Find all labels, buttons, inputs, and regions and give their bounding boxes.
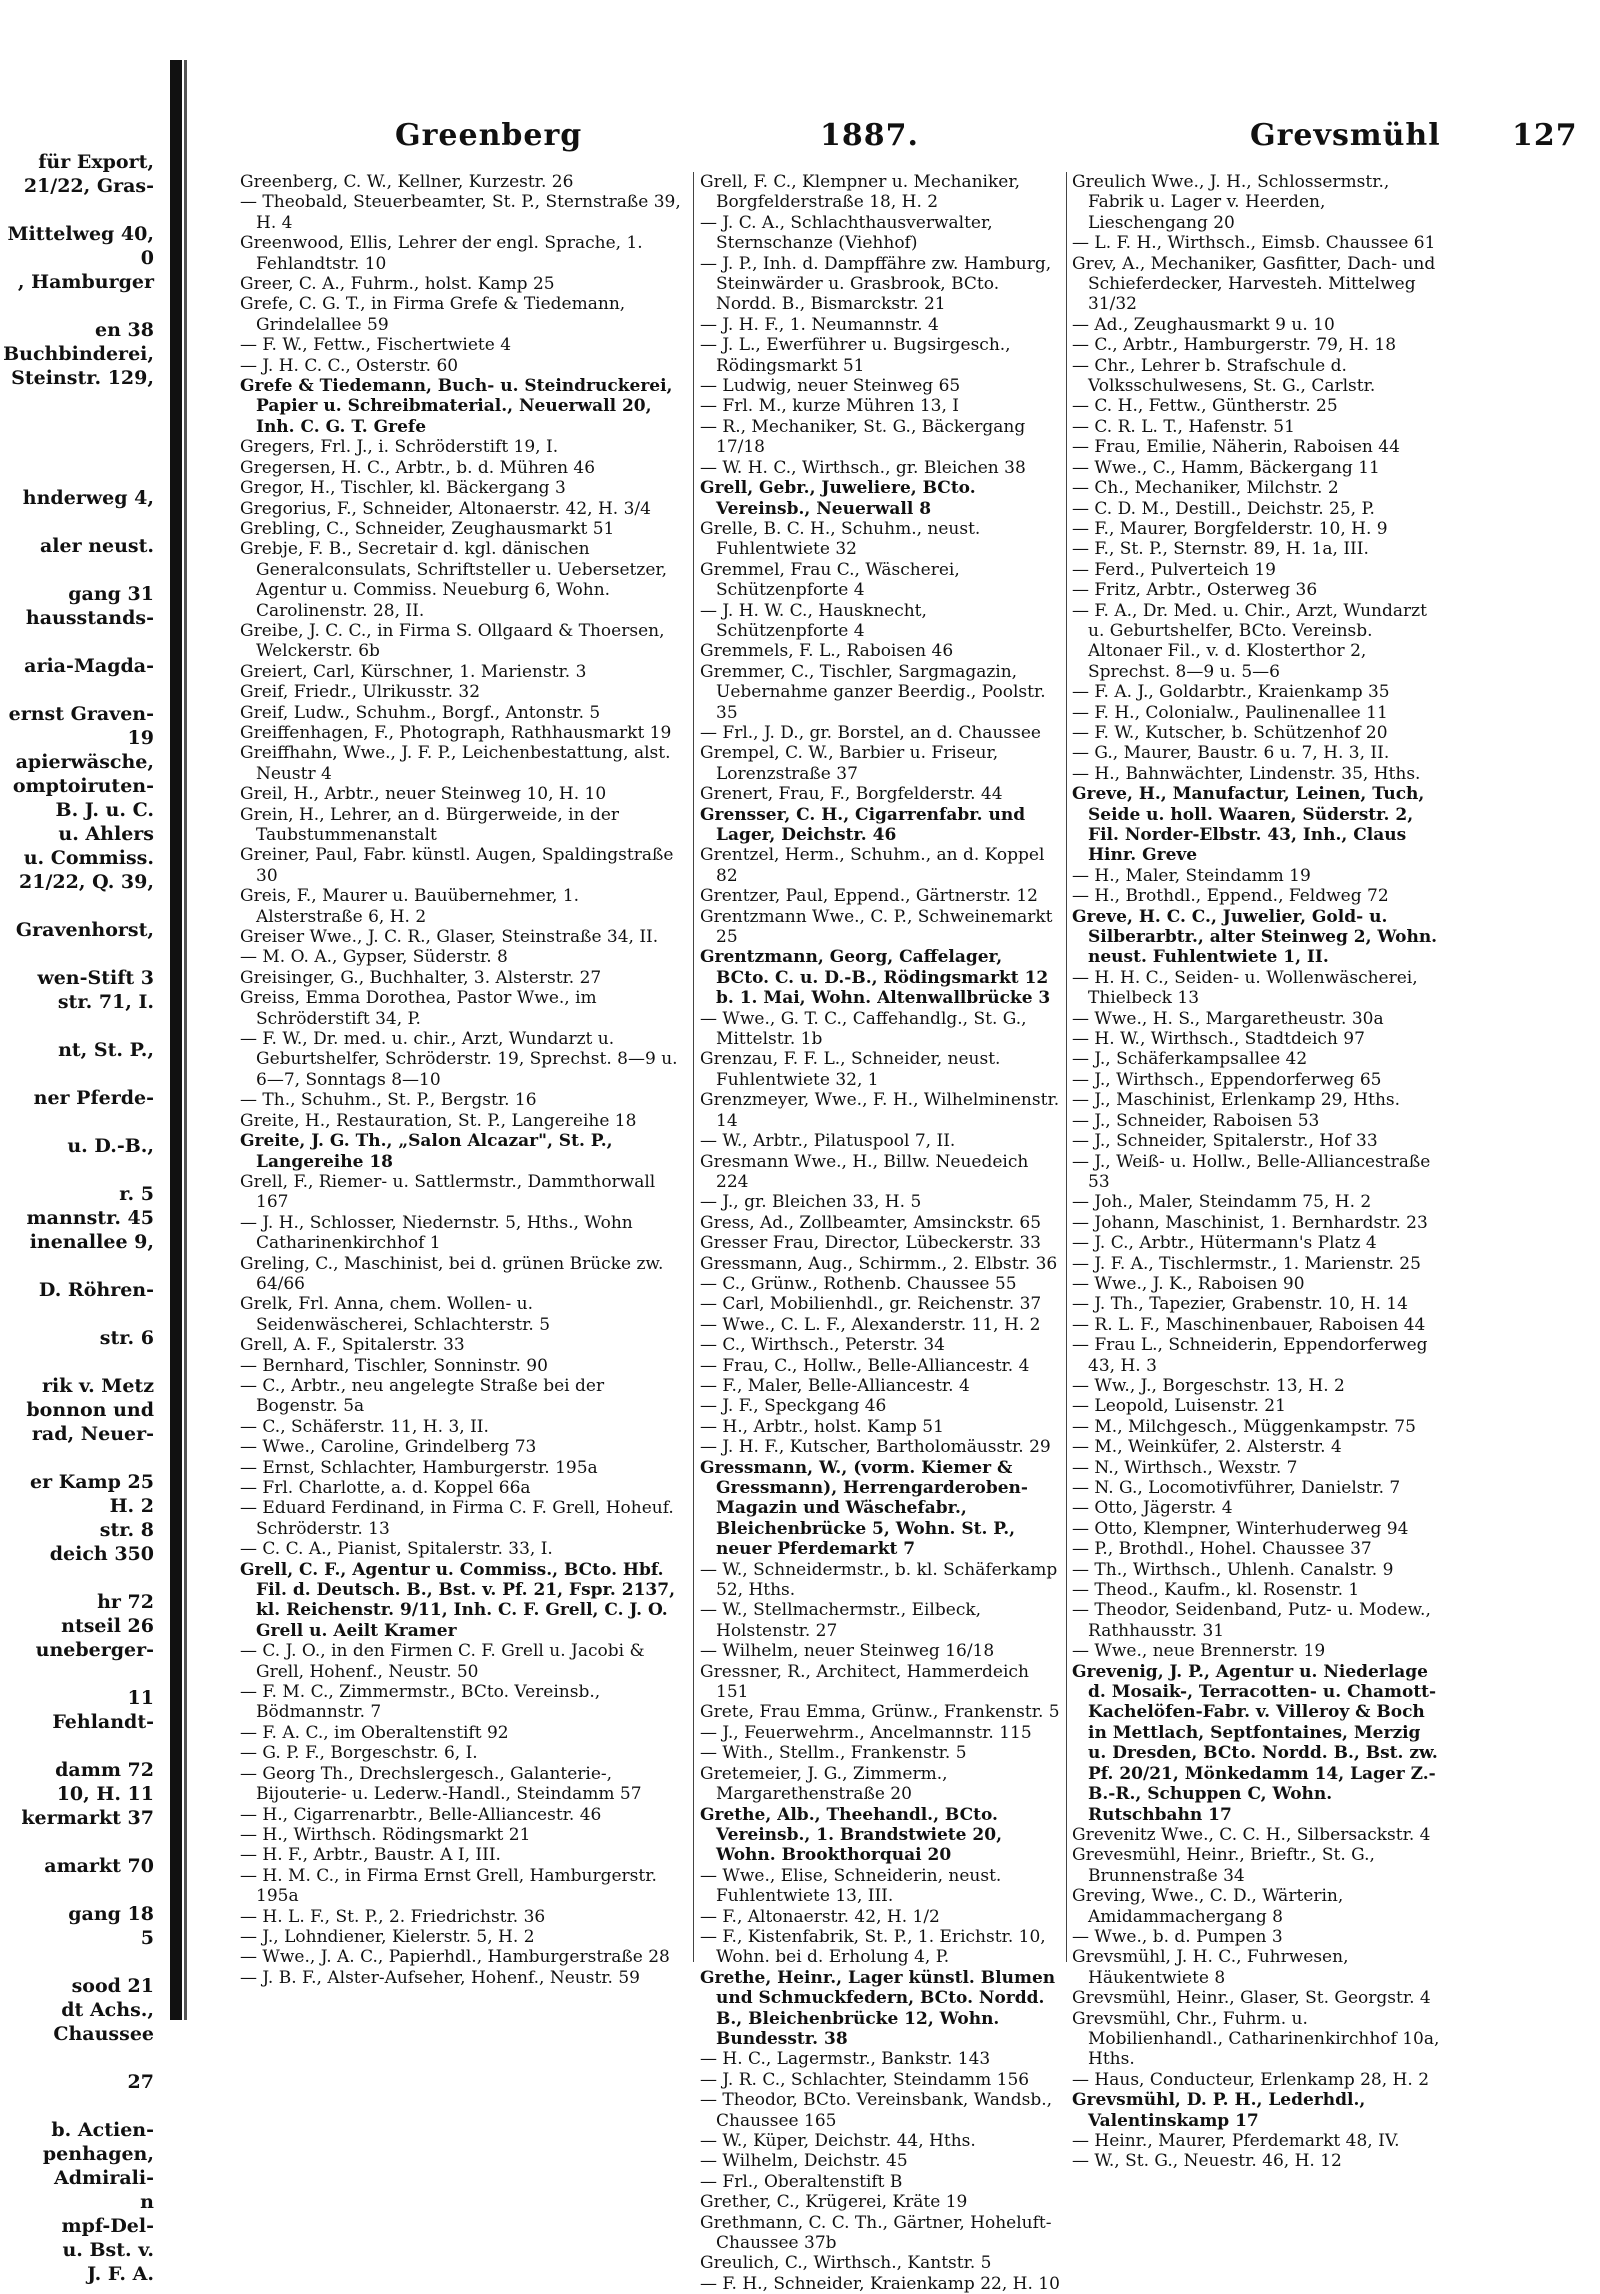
directory-entry: — Ludwig, neuer Steinweg 65 bbox=[700, 376, 961, 397]
directory-entry: — L. F. H., Wirthsch., Eimsb. Chaussee 61 bbox=[1072, 233, 1436, 254]
directory-entry: — C., Arbtr., Hamburgerstr. 79, H. 18 bbox=[1072, 335, 1397, 356]
book-gutter-shadow bbox=[184, 60, 187, 2020]
previous-page-line: str. 8 bbox=[99, 1519, 154, 1541]
directory-entry: — Ww., J., Borgeschstr. 13, H. 2 bbox=[1072, 1375, 1345, 1396]
directory-entry: — Johann, Maschinist, 1. Bernhardstr. 23 bbox=[1072, 1212, 1428, 1233]
page-number: 127 bbox=[1512, 118, 1578, 153]
previous-page-line: sood 21 bbox=[71, 1975, 154, 1997]
directory-entry: — With., Stellm., Frankenstr. 5 bbox=[700, 1743, 967, 1764]
directory-entry: Grentzel, Herm., Schuhm., an d. Koppel 82 bbox=[700, 845, 1045, 886]
previous-page-line: str. 71, I. bbox=[57, 991, 154, 1013]
directory-entry: Greil, H., Arbtr., neuer Steinweg 10, H. 10 bbox=[240, 784, 607, 805]
previous-page-line: D. Röhren- bbox=[38, 1279, 154, 1301]
directory-entry: — H. H. C., Seiden- u. Wollenwäscherei, Thielbeck 13 bbox=[1072, 967, 1418, 1009]
previous-page-line: aria-Magda- bbox=[24, 655, 154, 677]
directory-entry: — F., Maurer, Borgfelderstr. 10, H. 9 bbox=[1072, 518, 1388, 539]
directory-entry: Grell, F. C., Klempner u. Mechaniker, Borgfelderstraße 18, H. 2 bbox=[700, 172, 1020, 213]
directory-entry: — Wwe., G. T. C., Caffehandlg., St. G., Mittelstr. 1b bbox=[700, 1008, 1027, 1050]
previous-page-line bbox=[0, 894, 160, 918]
directory-entry: Greite, J. G. Th., „Salon Alcazar", St. P., Langereihe 18 bbox=[240, 1131, 613, 1172]
column-divider bbox=[1066, 172, 1067, 1962]
directory-entry: — F. H., Schneider, Kraienkamp 22, H. 10 bbox=[700, 2273, 1060, 2294]
previous-page-line: 10, H. 11 bbox=[56, 1783, 154, 1805]
directory-entry: — W., Arbtr., Pilatuspool 7, II. bbox=[700, 1131, 956, 1152]
directory-entry: Greenberg, C. W., Kellner, Kurzestr. 26 bbox=[240, 172, 574, 192]
directory-entry: — Wwe., J. A. C., Papierhdl., Hamburgerstraße 28 bbox=[240, 1947, 670, 1968]
column-divider bbox=[693, 172, 694, 1962]
previous-page-line: gang 31 bbox=[68, 583, 154, 605]
previous-page-line bbox=[0, 2046, 160, 2070]
previous-page-line bbox=[0, 1830, 160, 1854]
directory-entry: — H., Cigarrenarbtr., Belle-Alliancestr. 46 bbox=[240, 1804, 602, 1825]
directory-entry: — Wwe., C., Hamm, Bäckergang 11 bbox=[1072, 457, 1380, 478]
previous-page-line bbox=[0, 414, 160, 438]
directory-entry: Greulich, C., Wirthsch., Kantstr. 5 bbox=[700, 2253, 992, 2274]
directory-entry: Gremmer, C., Tischler, Sargmagazin, Uebernahme ganzer Beerdig., Poolstr. 35 bbox=[700, 661, 1046, 723]
directory-entry: — H., Maler, Steindamm 19 bbox=[1072, 865, 1311, 886]
directory-entry: — G. P. F., Borgeschstr. 6, I. bbox=[240, 1743, 478, 1764]
previous-page-line: gang 18 bbox=[68, 1903, 154, 1925]
previous-page-line bbox=[0, 1878, 160, 1902]
directory-entry: Grebje, F. B., Secretair d. kgl. dänischen Generalconsulats, Schriftsteller u. Uebersetzer, Agentur u. Commiss. Neueburg 6, Wohn. Carolinenstr. 28, II. bbox=[240, 539, 668, 621]
book-gutter bbox=[170, 60, 182, 2020]
directory-entry: — J. R. C., Schlachter, Steindamm 156 bbox=[700, 2069, 1030, 2090]
previous-page-line: uneberger- bbox=[35, 1639, 154, 1661]
directory-entry: — Leopold, Luisenstr. 21 bbox=[1072, 1396, 1286, 1417]
directory-entry: Gressmann, W., (vorm. Kiemer & Gressmann), Herrengarderoben-Magazin und Wäschefabr., Bleichenbrücke 5, Wohn. St. P., neuer Pferdemarkt 7 bbox=[700, 1457, 1028, 1560]
directory-entry: — Joh., Maler, Steindamm 75, H. 2 bbox=[1072, 1192, 1372, 1213]
directory-entry: Grebling, C., Schneider, Zeughausmarkt 51 bbox=[240, 518, 615, 539]
previous-page-line bbox=[0, 1110, 160, 1134]
previous-page-line: omptoiruten- bbox=[12, 775, 154, 797]
directory-entry: — J., Schneider, Raboisen 53 bbox=[1072, 1110, 1320, 1131]
previous-page-line bbox=[0, 1302, 160, 1326]
directory-entry: — C. C. A., Pianist, Spitalerstr. 33, I. bbox=[240, 1539, 553, 1560]
directory-entry: Gresmann Wwe., H., Billw. Neuedeich 224 bbox=[700, 1151, 1029, 1192]
directory-entry: — J., gr. Bleichen 33, H. 5 bbox=[700, 1192, 922, 1213]
directory-entry: — F., Altonaerstr. 42, H. 1/2 bbox=[700, 1906, 940, 1927]
directory-entry: — Ad., Zeughausmarkt 9 u. 10 bbox=[1072, 314, 1335, 335]
directory-entry: — H. C., Lagermstr., Bankstr. 143 bbox=[700, 2049, 991, 2070]
previous-page-line: deich 350 bbox=[49, 1543, 154, 1565]
previous-page-line bbox=[0, 1350, 160, 1374]
previous-page-line: für Export, bbox=[38, 151, 154, 173]
directory-entry: Grevenig, J. P., Agentur u. Niederlage d. Mosaik-, Terracotten- u. Chamott-Kachelöfen-Fabr. v. Villeroy & Boch in Mettlach, Septfontaines, Merzig u. Dresden, BCto. Nordd. B., Bst. zw. Pf. 20/21, Mönkedamm 14, Lager Z.-B.-R., Schuppen C, Wohn. Rutschbahn 17 bbox=[1072, 1661, 1438, 1825]
directory-entry: Greer, C. A., Fuhrm., holst. Kamp 25 bbox=[240, 274, 555, 295]
directory-entry: Grempel, C. W., Barbier u. Friseur, Lorenzstraße 37 bbox=[700, 743, 999, 784]
directory-entry: Greenwood, Ellis, Lehrer der engl. Sprache, 1. Fehlandtstr. 10 bbox=[240, 233, 643, 274]
directory-entry: — Eduard Ferdinand, in Firma C. F. Grell, Hoheuf. Schröderstr. 13 bbox=[240, 1498, 674, 1539]
directory-entry: Greif, Ludw., Schuhm., Borgf., Antonstr. 5 bbox=[240, 702, 601, 723]
directory-entry: Grevsmühl, J. H. C., Fuhrwesen, Häukentwiete 8 bbox=[1072, 1947, 1349, 1988]
previous-page-line bbox=[0, 1062, 160, 1086]
directory-entry: — W., Stellmachermstr., Eilbeck, Holstenstr. 27 bbox=[700, 1600, 982, 1641]
directory-entry: Greis, F., Maurer u. Bauübernehmer, 1. Alsterstraße 6, H. 2 bbox=[240, 886, 580, 927]
previous-page-line bbox=[0, 1662, 160, 1686]
directory-entry: — H., Bahnwächter, Lindenstr. 35, Hths. bbox=[1072, 763, 1421, 784]
directory-entry: Gresser Frau, Director, Lübeckerstr. 33 bbox=[700, 1233, 1041, 1254]
previous-page-line: , Hamburger bbox=[17, 271, 154, 293]
previous-page-line: J. F. A. bbox=[87, 2263, 154, 2285]
directory-entry: — Wwe., J. K., Raboisen 90 bbox=[1072, 1273, 1305, 1294]
directory-entry: — H., Arbtr., holst. Kamp 51 bbox=[700, 1416, 944, 1437]
previous-page-line bbox=[0, 942, 160, 966]
directory-entry: Grenzmeyer, Wwe., F. H., Wilhelminenstr. 14 bbox=[700, 1090, 1060, 1131]
previous-page-line bbox=[0, 1566, 160, 1590]
directory-entry: Gressmann, Aug., Schirmm., 2. Elbstr. 36 bbox=[700, 1253, 1058, 1274]
directory-entry: — Frau, C., Hollw., Belle-Alliancestr. 4 bbox=[700, 1355, 1030, 1376]
previous-page-line bbox=[0, 1014, 160, 1038]
directory-entry: Greve, H., Manufactur, Leinen, Tuch, Seide u. holl. Waaren, Süderstr. 2, Fil. Norder-Elbstr. 43, Inh., Claus Hinr. Greve bbox=[1072, 784, 1425, 866]
directory-entry: — Wilhelm, Deichstr. 45 bbox=[700, 2151, 908, 2172]
directory-entry: — F., St. P., Sternstr. 89, H. 1a, III. bbox=[1072, 539, 1369, 560]
previous-page-line: en 38 bbox=[95, 319, 154, 341]
previous-page-line bbox=[0, 510, 160, 534]
previous-page-line: inenallee 9, bbox=[29, 1231, 154, 1253]
directory-entry: — J. H., Schlosser, Niedernstr. 5, Hths., Wohn Catharinenkirchhof 1 bbox=[240, 1212, 633, 1254]
previous-page-line: b. Actien- bbox=[51, 2119, 154, 2141]
previous-page-line: 21/22, Gras- bbox=[23, 175, 154, 197]
directory-entry: — J. P., Inh. d. Dampffähre zw. Hamburg, Steinwärder u. Grasbrook, BCto. Nordd. B., Bismarckstr. 21 bbox=[700, 253, 1052, 315]
directory-entry: Grell, A. F., Spitalerstr. 33 bbox=[240, 1335, 465, 1356]
directory-entry: Greving, Wwe., C. D., Wärterin, Amidammachergang 8 bbox=[1072, 1886, 1344, 1927]
directory-entry: — Wwe., neue Brennerstr. 19 bbox=[1072, 1641, 1326, 1662]
directory-entry: — H., Brothdl., Eppend., Feldweg 72 bbox=[1072, 886, 1389, 907]
previous-page-line bbox=[0, 198, 160, 222]
directory-entry: — Ch., Mechaniker, Milchstr. 2 bbox=[1072, 478, 1339, 499]
previous-page-line: damm 72 bbox=[55, 1759, 154, 1781]
directory-entry: — R. L. F., Maschinenbauer, Raboisen 44 bbox=[1072, 1314, 1426, 1335]
directory-entry: — F. H., Colonialw., Paulinenallee 11 bbox=[1072, 702, 1388, 723]
previous-page-line bbox=[0, 678, 160, 702]
directory-entry: — Theod., Kaufm., kl. Rosenstr. 1 bbox=[1072, 1580, 1360, 1601]
previous-page-line: nt, St. P., bbox=[58, 1039, 154, 1061]
directory-entry: Grenert, Frau, F., Borgfelderstr. 44 bbox=[700, 784, 1003, 805]
directory-entry: — Otto, Jägerstr. 4 bbox=[1072, 1498, 1233, 1519]
directory-entry: — H. M. C., in Firma Ernst Grell, Hamburgerstr. 195a bbox=[240, 1865, 657, 1907]
directory-entry: — Georg Th., Drechslergesch., Galanterie-, Bijouterie- u. Lederw.-Handl., Steindamm 57 bbox=[240, 1763, 642, 1805]
directory-entry: — F., Kistenfabrik, St. P., 1. Erichstr. 10, Wohn. bei d. Erholung 4, P. bbox=[700, 1926, 1046, 1968]
directory-entry: — C. R. L. T., Hafenstr. 51 bbox=[1072, 416, 1295, 437]
directory-entry: Grether, C., Krügerei, Kräte 19 bbox=[700, 2192, 968, 2213]
directory-entry: Gressner, R., Architect, Hammerdeich 151 bbox=[700, 1661, 1029, 1703]
directory-entry: — H. W., Wirthsch., Stadtdeich 97 bbox=[1072, 1029, 1365, 1050]
previous-page-line: B. J. u. C. bbox=[55, 799, 154, 821]
directory-entry: — H. F., Arbtr., Baustr. A I, III. bbox=[240, 1845, 501, 1866]
directory-entry: Grete, Frau Emma, Grünw., Frankenstr. 5 bbox=[700, 1702, 1060, 1723]
directory-entry: — W., Küper, Deichstr. 44, Hths. bbox=[700, 2131, 976, 2151]
directory-entry: — R., Mechaniker, St. G., Bäckergang 17/18 bbox=[700, 416, 1026, 458]
directory-entry: Grell, F., Riemer- u. Sattlermstr., Dammthorwall 167 bbox=[240, 1171, 656, 1213]
directory-entry: Greiffenhagen, F., Photograph, Rathhausmarkt 19 bbox=[240, 722, 672, 743]
header-year: 1887. bbox=[820, 118, 919, 153]
previous-page-line: kermarkt 37 bbox=[21, 1807, 154, 1829]
directory-entry: Gremmel, Frau C., Wäscherei, Schützenpforte 4 bbox=[700, 559, 960, 601]
previous-page-line bbox=[0, 438, 160, 462]
previous-page-line: apierwäsche, bbox=[15, 751, 154, 773]
directory-entry: — Frau, Emilie, Näherin, Raboisen 44 bbox=[1072, 437, 1400, 458]
directory-entry: Grevsmühl, D. P. H., Lederhdl., Valentinskamp 17 bbox=[1072, 2090, 1366, 2131]
directory-entry: — Wwe., Caroline, Grindelberg 73 bbox=[240, 1437, 537, 1458]
directory-entry: — J., Feuerwehrm., Ancelmannstr. 115 bbox=[700, 1722, 1032, 1743]
directory-entry: — N. G., Locomotivführer, Danielstr. 7 bbox=[1072, 1478, 1401, 1498]
directory-entry: Grentzer, Paul, Eppend., Gärtnerstr. 12 bbox=[700, 886, 1038, 907]
directory-column-1 bbox=[240, 172, 685, 2002]
directory-entry: — F. W., Fettw., Fischertwiete 4 bbox=[240, 335, 512, 356]
directory-entry: — N., Wirthsch., Wexstr. 7 bbox=[1072, 1457, 1298, 1478]
page-header bbox=[250, 118, 1578, 164]
previous-page-line bbox=[0, 1446, 160, 1470]
directory-entry: — W. H. C., Wirthsch., gr. Bleichen 38 bbox=[700, 457, 1026, 478]
previous-page-line: u. Bst. v. bbox=[62, 2239, 154, 2261]
directory-entry: — J. H. W. C., Hausknecht, Schützenpforte 4 bbox=[700, 600, 927, 641]
directory-entry: Grev, A., Mechaniker, Gasfitter, Dach- und Schieferdecker, Harvesteh. Mittelweg 31/32 bbox=[1072, 253, 1436, 315]
directory-entry: Grenzau, F. F. L., Schneider, neust. Fuhlentwiete 32, 1 bbox=[700, 1049, 1001, 1090]
directory-entry: — F. A. C., im Oberaltenstift 92 bbox=[240, 1722, 509, 1743]
previous-page-line: u. Commiss. bbox=[23, 847, 154, 869]
previous-page-line: amarkt 70 bbox=[44, 1855, 154, 1877]
directory-entry: Gregers, Frl. J., i. Schröderstift 19, I. bbox=[240, 437, 559, 458]
directory-entry: — Haus, Conducteur, Erlenkamp 28, H. 2 bbox=[1072, 2069, 1430, 2090]
directory-entry: Grethe, Heinr., Lager künstl. Blumen und Schmuckfedern, BCto. Nordd. B., Bleichenbrücke 12, Wohn. Bundesstr. 38 bbox=[700, 1967, 1056, 2049]
directory-entry: Grentzmann, Georg, Caffelager, BCto. C. u. D.-B., Rödingsmarkt 12 b. 1. Mai, Wohn. Altenwallbrücke 3 bbox=[700, 947, 1051, 1009]
previous-page-line: Gravenhorst, bbox=[15, 919, 154, 941]
previous-page-line: mannstr. 45 bbox=[26, 1207, 154, 1229]
directory-entry: — Th., Wirthsch., Uhlenh. Canalstr. 9 bbox=[1072, 1559, 1394, 1580]
directory-entry: — F., Maler, Belle-Alliancestr. 4 bbox=[700, 1375, 970, 1396]
previous-page-line bbox=[0, 294, 160, 318]
directory-entry: — Th., Schuhm., St. P., Bergstr. 16 bbox=[240, 1090, 537, 1111]
directory-entry: — C., Wirthsch., Peterstr. 34 bbox=[700, 1335, 945, 1356]
directory-entry: — Chr., Lehrer b. Strafschule d. Volksschulwesens, St. G., Carlstr. bbox=[1072, 355, 1376, 397]
directory-entry: — Frl., J. D., gr. Borstel, an d. Chaussee bbox=[700, 722, 1041, 743]
previous-page-line: bonnon und bbox=[26, 1399, 154, 1421]
directory-entry: — Frl., Oberaltenstift B bbox=[700, 2171, 903, 2192]
previous-page-line: wen-Stift 3 bbox=[37, 967, 154, 989]
directory-entry: Grefe & Tiedemann, Buch- u. Steindruckerei, Papier u. Schreibmaterial., Neuerwall 20, Inh. C. G. T. Grefe bbox=[240, 376, 673, 437]
previous-page-line: Fehlandt- bbox=[52, 1711, 154, 1733]
previous-page-line: hr 72 bbox=[97, 1591, 154, 1613]
previous-page-line: aler neust. bbox=[39, 535, 154, 557]
previous-page-line: u. D.-B., bbox=[67, 1135, 154, 1157]
directory-entry: — Wwe., b. d. Pumpen 3 bbox=[1072, 1926, 1283, 1947]
directory-entry: Greve, H. C. C., Juwelier, Gold- u. Silberarbtr., alter Steinweg 2, Wohn. neust. Fuhlentwiete 1, II. bbox=[1072, 906, 1438, 968]
directory-entry: Grevsmühl, Chr., Fuhrm. u. Mobilienhandl., Catharinenkirchhof 10a, Hths. bbox=[1072, 2008, 1440, 2070]
directory-entry: — M., Milchgesch., Müggenkampstr. 75 bbox=[1072, 1416, 1416, 1437]
directory-entry: — J. B. F., Alster-Aufseher, Hohenf., Neustr. 59 bbox=[240, 1967, 640, 1988]
directory-entry: Gretemeier, J. G., Zimmerm., Margarethenstraße 20 bbox=[700, 1763, 948, 1805]
directory-entry: — F. A., Dr. Med. u. Chir., Arzt, Wundarzt u. Geburtshelfer, BCto. Vereinsb. Altonaer Fil., v. d. Klosterthor 2, Sprechst. 8—9 u. 5—6 bbox=[1072, 600, 1427, 682]
directory-entry: Gregorius, F., Schneider, Altonaerstr. 42, H. 3/4 bbox=[240, 498, 651, 519]
previous-page-line: Buchbinderei, bbox=[3, 343, 154, 365]
directory-entry: — W., Schneidermstr., b. kl. Schäferkamp 52, Hths. bbox=[700, 1559, 1058, 1601]
previous-page-line bbox=[0, 462, 160, 486]
directory-entry: — G., Maurer, Baustr. 6 u. 7, H. 3, II. bbox=[1072, 743, 1390, 764]
previous-page-line: er Kamp 25 bbox=[30, 1471, 154, 1493]
previous-page-line bbox=[0, 630, 160, 654]
directory-entry: Greite, H., Restauration, St. P., Langereihe 18 bbox=[240, 1110, 637, 1131]
directory-entry: — H. L. F., St. P., 2. Friedrichstr. 36 bbox=[240, 1906, 546, 1927]
directory-entry: — F. W., Dr. med. u. chir., Arzt, Wundarzt u. Geburtshelfer, Schröderstr. 19, Sprechst. 8—9 u. 6—7, Sonntags 8—10 bbox=[240, 1029, 678, 1090]
directory-entry: — Wilhelm, neuer Steinweg 16/18 bbox=[700, 1641, 995, 1662]
directory-entry: — F. M. C., Zimmermstr., BCto. Vereinsb., Bödmannstr. 7 bbox=[240, 1682, 601, 1723]
previous-page-line: hausstands- bbox=[25, 607, 154, 629]
previous-page-line: u. Ahlers bbox=[58, 823, 154, 845]
directory-entry: Grevesmühl, Heinr., Brieftr., St. G., Brunnenstraße 34 bbox=[1072, 1845, 1375, 1886]
directory-entry: — J. H. C. C., Osterstr. 60 bbox=[240, 355, 459, 376]
directory-entry: — J. C. A., Schlachthausverwalter, Sternschanze (Viehhof) bbox=[700, 212, 993, 254]
directory-entry: — P., Brothdl., Hohel. Chaussee 37 bbox=[1072, 1539, 1372, 1560]
previous-page-line: ntseil 26 bbox=[61, 1615, 154, 1637]
previous-page-line bbox=[0, 1734, 160, 1758]
previous-page-line: 27 bbox=[127, 2071, 154, 2093]
directory-entry: — Wwe., Elise, Schneiderin, neust. Fuhlentwiete 13, III. bbox=[700, 1865, 1002, 1907]
previous-page-line bbox=[0, 1158, 160, 1182]
directory-entry: — J. L., Ewerführer u. Bugsirgesch., Rödingsmarkt 51 bbox=[700, 335, 1011, 376]
directory-entry: — J. H. F., Kutscher, Bartholomäusstr. 29 bbox=[700, 1437, 1051, 1458]
directory-entry: Grein, H., Lehrer, an d. Bürgerweide, in der Taubstummenanstalt bbox=[240, 804, 620, 845]
directory-entry: Gress, Ad., Zollbeamter, Amsinckstr. 65 bbox=[700, 1212, 1042, 1233]
directory-entry: — J. Th., Tapezier, Grabenstr. 10, H. 14 bbox=[1072, 1294, 1408, 1315]
directory-entry: Grefe, C. G. T., in Firma Grefe & Tiedemann, Grindelallee 59 bbox=[240, 294, 626, 335]
directory-entry: — Ferd., Pulverteich 19 bbox=[1072, 559, 1276, 580]
directory-entry: — J. F. A., Tischlermstr., 1. Marienstr. 25 bbox=[1072, 1253, 1421, 1274]
previous-page-line: rad, Neuer- bbox=[31, 1423, 154, 1445]
previous-page-line: Chaussee bbox=[53, 2023, 154, 2045]
previous-page-line bbox=[0, 390, 160, 414]
previous-page-line: 19 bbox=[127, 727, 154, 749]
directory-entry: — J., Wirthsch., Eppendorferweg 65 bbox=[1072, 1069, 1382, 1090]
previous-page-line: hnderweg 4, bbox=[22, 487, 154, 509]
previous-page-line: Mittelweg 40, bbox=[7, 223, 154, 245]
directory-entry: — J., Weiß- u. Hollw., Belle-Alliancestraße 53 bbox=[1072, 1151, 1431, 1192]
directory-entry: — Theodor, Seidenband, Putz- u. Modew., Rathhausstr. 31 bbox=[1072, 1600, 1431, 1641]
previous-page-fragment bbox=[0, 150, 160, 2285]
directory-entry: — F. A. J., Goldarbtr., Kraienkamp 35 bbox=[1072, 682, 1390, 703]
directory-entry: — Otto, Klempner, Winterhuderweg 94 bbox=[1072, 1518, 1409, 1539]
directory-column-2 bbox=[700, 172, 1060, 2294]
directory-column-3 bbox=[1072, 172, 1444, 2172]
directory-entry: — Wwe., H. S., Margaretheustr. 30a bbox=[1072, 1008, 1384, 1029]
directory-entry: — J. C., Arbtr., Hütermann's Platz 4 bbox=[1072, 1233, 1377, 1254]
previous-page-line: 21/22, Q. 39, bbox=[19, 871, 154, 893]
directory-entry: — J., Maschinist, Erlenkamp 29, Hths. bbox=[1072, 1090, 1401, 1111]
directory-entry: — J., Schneider, Spitalerstr., Hof 33 bbox=[1072, 1131, 1378, 1152]
directory-entry: — C., Schäferstr. 11, H. 3, II. bbox=[240, 1416, 489, 1437]
directory-entry: — C., Arbtr., neu angelegte Straße bei der Bogenstr. 5a bbox=[240, 1375, 605, 1417]
previous-page-line bbox=[0, 1950, 160, 1974]
previous-page-line: 11 bbox=[127, 1687, 154, 1709]
directory-entry: — C. J. O., in den Firmen C. F. Grell u. Jacobi & Grell, Hohenf., Neustr. 50 bbox=[240, 1641, 645, 1682]
previous-page-line: rik v. Metz bbox=[41, 1375, 154, 1397]
previous-page-line: str. 6 bbox=[99, 1327, 154, 1349]
directory-entry: — Frau L., Schneiderin, Eppendorferweg 43, H. 3 bbox=[1072, 1335, 1428, 1376]
previous-page-line: mpf-Del- bbox=[61, 2215, 154, 2237]
directory-entry: — Theobald, Steuerbeamter, St. P., Sternstraße 39, H. 4 bbox=[240, 192, 681, 233]
directory-entry: Grethe, Alb., Theehandl., BCto. Vereinsb., 1. Brandstwiete 20, Wohn. Brookthorquai 20 bbox=[700, 1804, 1002, 1866]
directory-entry: — Ernst, Schlachter, Hamburgerstr. 195a bbox=[240, 1457, 598, 1478]
directory-entry: — J. F., Speckgang 46 bbox=[700, 1396, 887, 1417]
previous-page-line: n bbox=[140, 2191, 154, 2213]
directory-entry: — J., Schäferkampsallee 42 bbox=[1072, 1049, 1308, 1070]
directory-entry: Grell, C. F., Agentur u. Commiss., BCto. Hbf. Fil. d. Deutsch. B., Bst. v. Pf. 21, Fspr. 2137, kl. Reichenstr. 9/11, Inh. C. F. Grell, C. J. O. Grell u. Aeilt Kramer bbox=[240, 1559, 676, 1641]
directory-entry: — C., Grünw., Rothenb. Chaussee 55 bbox=[700, 1273, 1017, 1294]
directory-entry: — Frl. Charlotte, a. d. Koppel 66a bbox=[240, 1478, 531, 1498]
directory-entry: — Wwe., C. L. F., Alexanderstr. 11, H. 2 bbox=[700, 1314, 1041, 1335]
directory-entry: Greulich Wwe., J. H., Schlossermstr., Fabrik u. Lager v. Heerden, Lieschengang 20 bbox=[1072, 172, 1390, 233]
directory-entry: Greibe, J. C. C., in Firma S. Ollgaard & Thoersen, Welckerstr. 6b bbox=[240, 620, 665, 662]
directory-entry: Grensser, C. H., Cigarrenfabr. und Lager, Deichstr. 46 bbox=[700, 804, 1026, 845]
previous-page-line bbox=[0, 2094, 160, 2118]
header-left-keyword: Greenberg bbox=[395, 118, 583, 153]
directory-entry: Greif, Friedr., Ulrikusstr. 32 bbox=[240, 682, 481, 703]
previous-page-line: r. 5 bbox=[119, 1183, 154, 1205]
directory-entry: Gregor, H., Tischler, kl. Bäckergang 3 bbox=[240, 478, 566, 499]
directory-entry: Grelle, B. C. H., Schuhm., neust. Fuhlentwiete 32 bbox=[700, 518, 981, 560]
directory-entry: Greisinger, G., Buchhalter, 3. Alsterstr. 27 bbox=[240, 967, 602, 988]
directory-entry: — H., Wirthsch. Rödingsmarkt 21 bbox=[240, 1824, 531, 1845]
directory-entry: Grell, Gebr., Juweliere, BCto. Vereinsb., Neuerwall 8 bbox=[700, 478, 976, 519]
directory-entry: — J., Lohndiener, Kielerstr. 5, H. 2 bbox=[240, 1926, 535, 1947]
directory-entry: — Fritz, Arbtr., Osterweg 36 bbox=[1072, 580, 1318, 601]
previous-page-line: penhagen, bbox=[42, 2143, 154, 2165]
directory-entry: Greling, C., Maschinist, bei d. grünen Brücke zw. 64/66 bbox=[240, 1253, 664, 1294]
directory-entry: Grevsmühl, Heinr., Glaser, St. Georgstr. 4 bbox=[1072, 1988, 1431, 2009]
header-right-keyword: Grevsmühl bbox=[1250, 118, 1441, 153]
previous-page-line: Admirali- bbox=[54, 2167, 154, 2189]
previous-page-line: Steinstr. 129, bbox=[11, 367, 154, 389]
directory-entry: Greiffhahn, Wwe., J. F. P., Leichenbestattung, alst. Neustr 4 bbox=[240, 743, 671, 784]
directory-entry: Gregersen, H. C., Arbtr., b. d. Mühren 46 bbox=[240, 457, 596, 478]
directory-entry: Greiser Wwe., J. C. R., Glaser, Steinstraße 34, II. bbox=[240, 927, 659, 948]
directory-entry: — M., Weinküfer, 2. Alsterstr. 4 bbox=[1072, 1437, 1342, 1458]
previous-page-line: H. 2 bbox=[109, 1495, 154, 1517]
previous-page-line: 5 bbox=[140, 1927, 154, 1949]
directory-entry: Grethmann, C. C. Th., Gärtner, Hoheluft-Chaussee 37b bbox=[700, 2212, 1052, 2254]
directory-entry: — J. H. F., 1. Neumannstr. 4 bbox=[700, 314, 939, 335]
previous-page-line: ernst Graven- bbox=[8, 703, 154, 725]
directory-entry: — W., St. G., Neuestr. 46, H. 12 bbox=[1072, 2151, 1342, 2172]
directory-entry: Grentzmann Wwe., C. P., Schweinemarkt 25 bbox=[700, 906, 1053, 948]
directory-entry: Gremmels, F. L., Raboisen 46 bbox=[700, 641, 954, 662]
previous-page-line bbox=[0, 558, 160, 582]
directory-entry: — C. H., Fettw., Güntherstr. 25 bbox=[1072, 396, 1338, 417]
directory-entry: — Frl. M., kurze Mühren 13, I bbox=[700, 396, 959, 417]
directory-entry: — Theodor, BCto. Vereinsbank, Wandsb., Chaussee 165 bbox=[700, 2090, 1053, 2131]
directory-entry: — Heinr., Maurer, Pferdemarkt 48, IV. bbox=[1072, 2131, 1400, 2151]
directory-entry: — F. W., Kutscher, b. Schützenhof 20 bbox=[1072, 722, 1388, 743]
previous-page-line: ner Pferde- bbox=[33, 1087, 154, 1109]
directory-entry: — Carl, Mobilienhdl., gr. Reichenstr. 37 bbox=[700, 1294, 1042, 1315]
directory-entry: — M. O. A., Gypser, Süderstr. 8 bbox=[240, 947, 508, 968]
directory-entry: Greiert, Carl, Kürschner, 1. Marienstr. 3 bbox=[240, 661, 587, 682]
directory-entry: — Bernhard, Tischler, Sonninstr. 90 bbox=[240, 1355, 548, 1376]
previous-page-line bbox=[0, 1254, 160, 1278]
directory-entry: Greiner, Paul, Fabr. künstl. Augen, Spaldingstraße 30 bbox=[240, 845, 674, 886]
directory-entry: Greiss, Emma Dorothea, Pastor Wwe., im Schröderstift 34, P. bbox=[240, 988, 597, 1029]
directory-entry: — C. D. M., Destill., Deichstr. 25, P. bbox=[1072, 498, 1375, 519]
previous-page-line: 0 bbox=[140, 247, 154, 269]
directory-entry: Grevenitz Wwe., C. C. H., Silbersackstr. 4 bbox=[1072, 1824, 1431, 1845]
directory-entry: Grelk, Frl. Anna, chem. Wollen- u. Seidenwäscherei, Schlachterstr. 5 bbox=[240, 1294, 551, 1335]
previous-page-line: dt Achs., bbox=[61, 1999, 154, 2021]
